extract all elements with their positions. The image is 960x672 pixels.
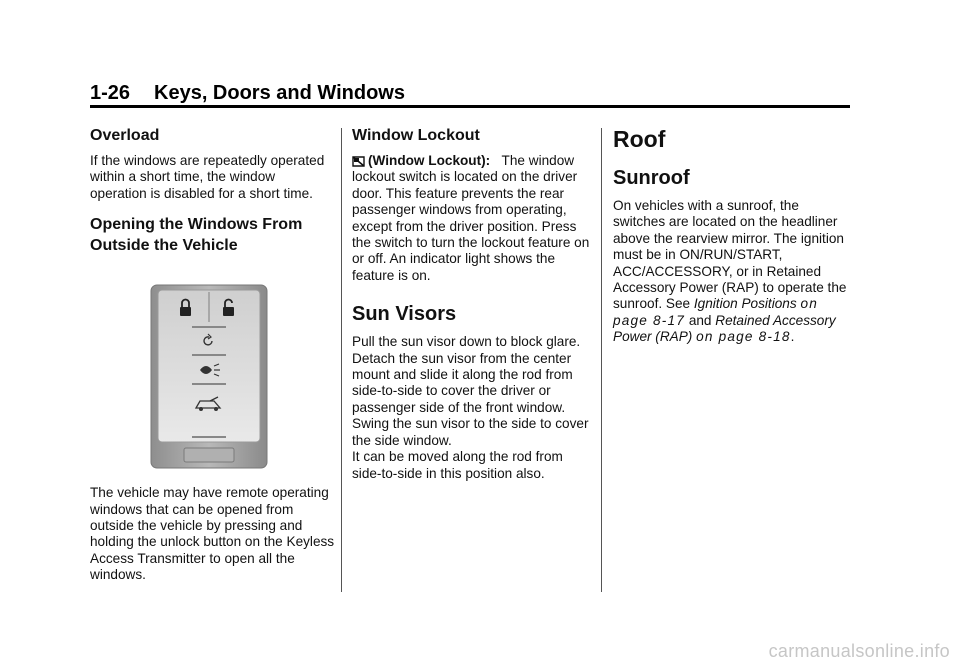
column-divider-1 — [341, 128, 342, 592]
sunroof-heading: Sunroof — [613, 167, 690, 189]
key-fob-icon — [150, 284, 268, 469]
opening-heading-line1: Opening the Windows From — [90, 216, 303, 234]
sunroof-paragraph — [613, 198, 853, 346]
overload-text: If the windows are repeatedly operated within a short time, the window operation is disabled for a short time. — [90, 153, 325, 201]
column-3 — [613, 126, 853, 346]
opening-heading — [90, 214, 335, 256]
watermark: carmanualsonline.info — [768, 641, 950, 661]
sun-visors-text: Pull the sun visor down to block glare. Detach the sun visor from the center mount and slide it along the rod from side-to-side to cover the driver or passenger side of the front window. Swing the sun visor to the side to cover the side window. — [352, 334, 589, 448]
column-2 — [352, 126, 592, 482]
rap-link[interactable]: Retained Accessory Power (RAP) — [613, 312, 836, 345]
sun-visors-heading: Sun Visors — [352, 303, 457, 326]
ignition-positions-link[interactable]: Ignition Positions — [693, 296, 797, 312]
sunroof-text: On vehicles with a sunroof, the switches are located on the headliner above the rearview mirror. The ignition must be in ON/RUN/START, ACC/ACCESSORY, or in Retained Accessory Power (RAP) to operate the sunroof. See — [613, 198, 847, 312]
window-lockout-icon — [352, 154, 365, 167]
sunroof-period: . — [790, 329, 795, 345]
opening-heading-line2: Outside the Vehicle — [90, 237, 238, 255]
ignition-positions-page-ref[interactable]: on page 8-17 — [613, 296, 818, 328]
lockout-heading: Window Lockout — [352, 127, 480, 144]
and-word: and — [688, 312, 712, 328]
sun-visors-text-2: It can be moved along the rod from side-to-side in this position also. — [352, 449, 563, 481]
rap-page-ref[interactable]: on page 8-18 — [696, 329, 791, 345]
opening-text: The vehicle may have remote operating windows that can be opened from outside the vehicle by pressing and holding the unlock button on the Keyless Access Transmitter to open all the windows. — [90, 485, 335, 583]
overload-heading: Overload — [90, 127, 160, 144]
header-rule — [90, 105, 850, 108]
column-divider-2 — [601, 128, 602, 592]
key-fob-illustration — [150, 284, 268, 469]
column-1 — [90, 126, 335, 584]
lockout-label: (Window Lockout): — [368, 153, 491, 168]
lockout-paragraph — [352, 153, 592, 284]
page-number: 1-26 — [90, 82, 131, 104]
chapter-title: Keys, Doors and Windows — [154, 82, 405, 104]
lockout-text: The window lockout switch is located on the driver door. This feature prevents the rear passenger windows from operating, except from the driver position. Press the switch to turn the lockout feature on or off. An indicator light shows the feature is on. — [352, 153, 590, 283]
page-header — [90, 82, 850, 105]
roof-heading: Roof — [613, 126, 666, 152]
